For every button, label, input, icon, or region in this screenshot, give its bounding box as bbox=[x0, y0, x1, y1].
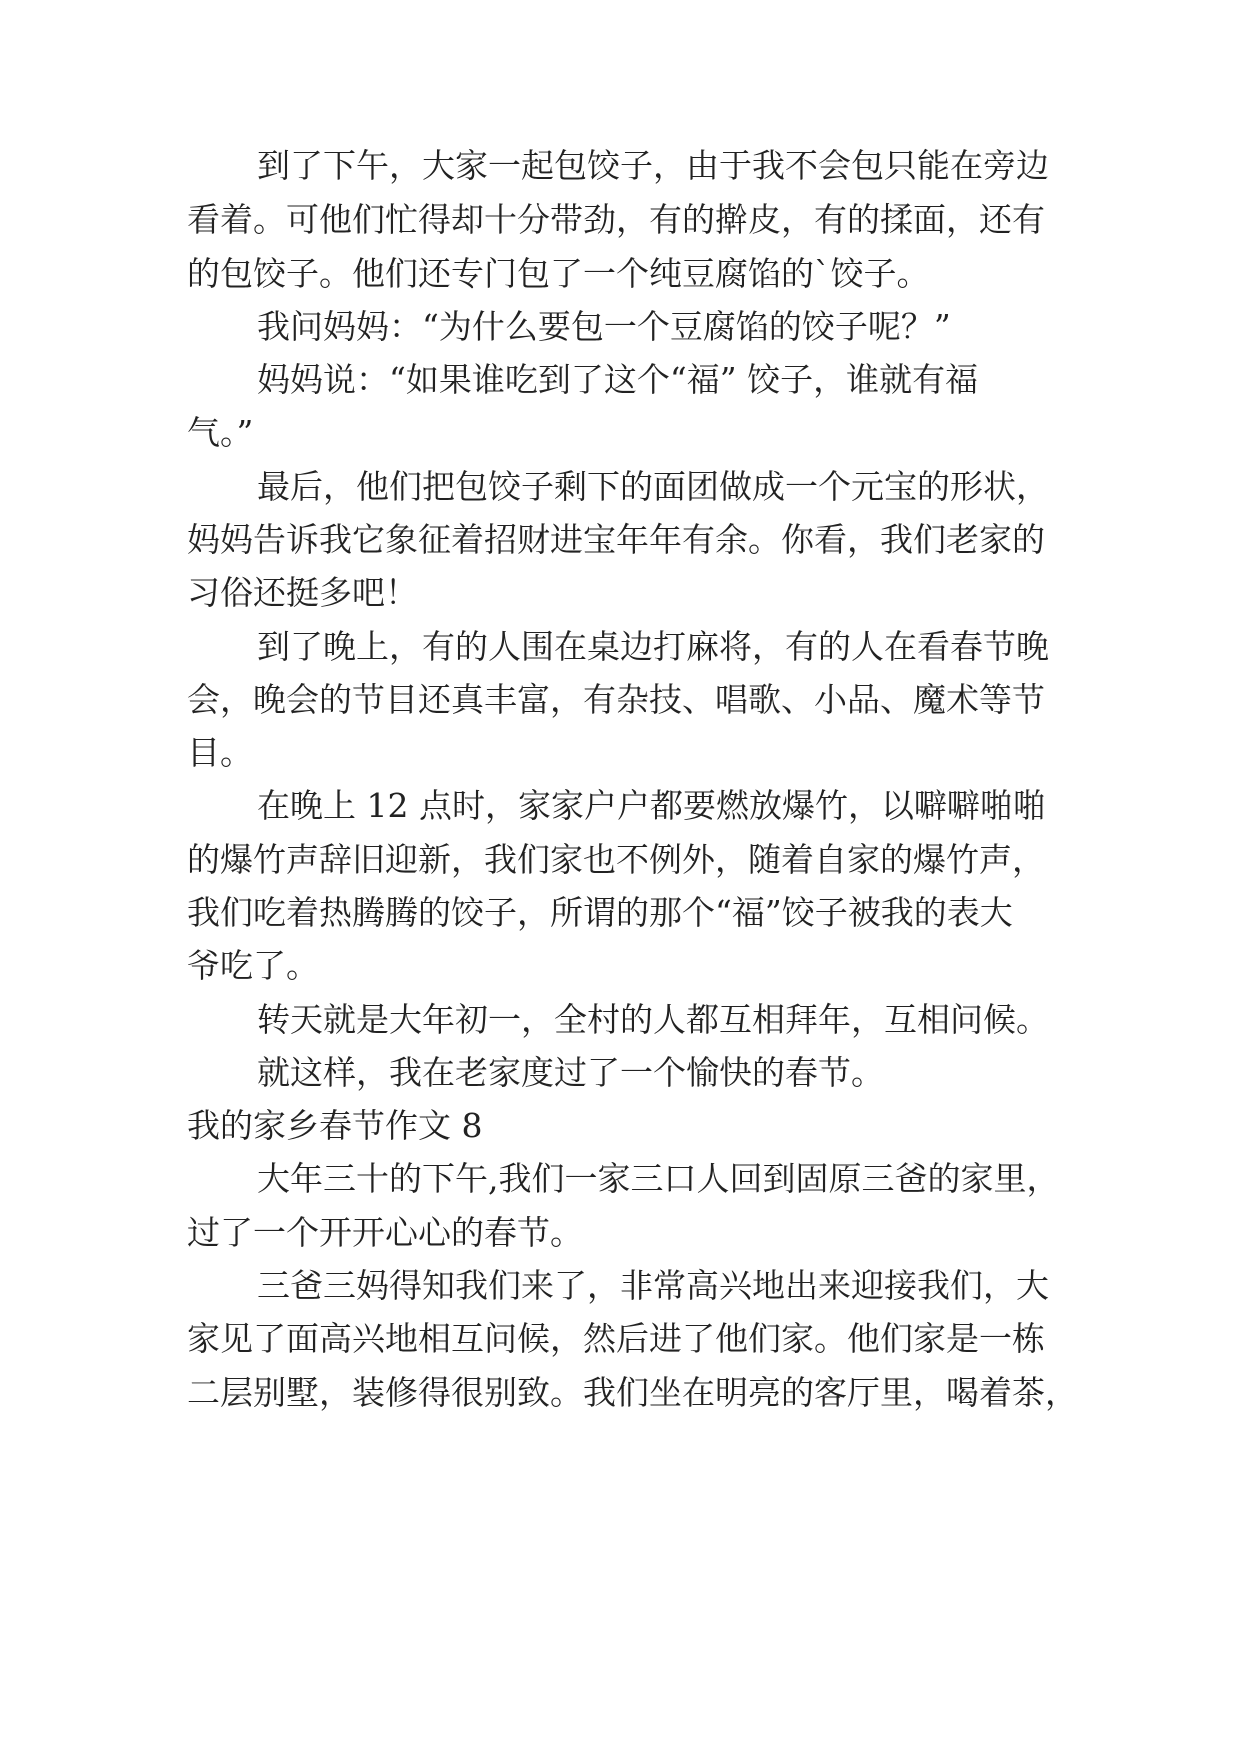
text-line: 的包饺子。他们还专门包了一个纯豆腐馅的`饺子。 bbox=[187, 254, 930, 293]
text-line: 我们吃着热腾腾的饺子，所谓的那个“福”饺子被我的表大 bbox=[187, 893, 1013, 932]
text-line: 最后，他们把包饺子剩下的面团做成一个元宝的形状， bbox=[257, 467, 1049, 506]
text-line: 二层别墅，装修得很别致。我们坐在明亮的客厅里，喝着茶， bbox=[187, 1373, 1078, 1412]
text-line: 习俗还挺多吧！ bbox=[187, 573, 418, 612]
text-line: 三爸三妈得知我们来了，非常高兴地出来迎接我们，大 bbox=[257, 1266, 1049, 1305]
text-line: 我问妈妈：“为什么要包一个豆腐馅的饺子呢？” bbox=[257, 307, 951, 346]
text-line: 家见了面高兴地相互问候，然后进了他们家。他们家是一栋 bbox=[187, 1319, 1045, 1358]
text-line: 妈妈告诉我它象征着招财进宝年年有余。你看，我们老家的 bbox=[187, 520, 1045, 559]
section-heading: 我的家乡春节作文 8 bbox=[187, 1106, 483, 1145]
text-line: 看着。可他们忙得却十分带劲，有的擀皮，有的揉面，还有 bbox=[187, 200, 1045, 239]
text-line: 到了晚上，有的人围在桌边打麻将，有的人在看春节晚 bbox=[257, 627, 1049, 666]
text-line: 会，晚会的节目还真丰富，有杂技、唱歌、小品、魔术等节 bbox=[187, 680, 1045, 719]
text-line: 大年三十的下午,我们一家三口人回到固原三爸的家里， bbox=[257, 1159, 1060, 1198]
text-line: 转天就是大年初一，全村的人都互相拜年，互相问候。 bbox=[257, 1000, 1049, 1039]
text-line: 目。 bbox=[187, 733, 253, 772]
text-line: 的爆竹声辞旧迎新，我们家也不例外，随着自家的爆竹声， bbox=[187, 840, 1045, 879]
text-line: 过了一个开开心心的春节。 bbox=[187, 1213, 583, 1252]
text-line: 就这样，我在老家度过了一个愉快的春节。 bbox=[257, 1053, 884, 1092]
text-line: 气。” bbox=[187, 413, 254, 452]
text-line: 到了下午，大家一起包饺子，由于我不会包只能在旁边 bbox=[257, 146, 1049, 185]
text-line: 妈妈说：“如果谁吃到了这个“福” 饺子，谁就有福 bbox=[257, 360, 979, 399]
text-line: 爷吃了。 bbox=[187, 946, 319, 985]
text-line: 在晚上 12 点时，家家户户都要燃放爆竹，以噼噼啪啪 bbox=[257, 786, 1046, 825]
